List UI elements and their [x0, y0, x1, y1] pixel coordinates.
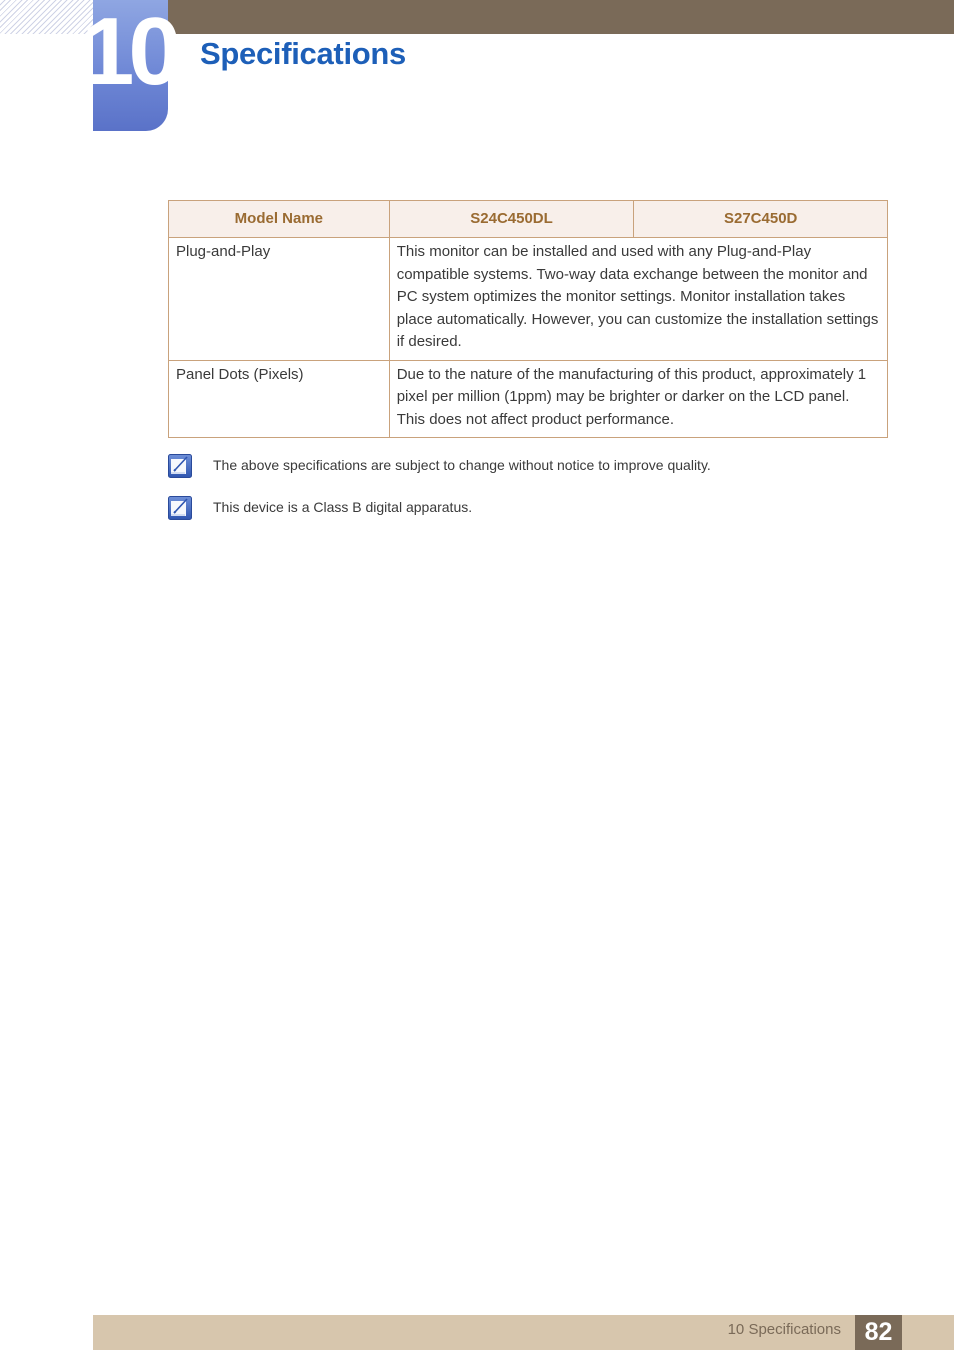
footer-section-label: 10 Specifications — [727, 1321, 841, 1338]
table-header-row — [169, 201, 888, 238]
note-text: This device is a Class B digital apparatus. — [213, 499, 473, 515]
table-row — [169, 360, 888, 438]
row-value-panel-dots: Due to the nature of the manufacturing of this product, approximately 1 pixel per million (1ppm) may be brighter or darker on the LCD panel. This does not affect product performance. — [389, 360, 887, 438]
note-pencil-icon — [168, 454, 192, 478]
corner-hatch-decoration — [0, 0, 93, 34]
specifications-table — [168, 200, 888, 438]
header-bar — [93, 0, 954, 34]
table-header-model-2: S27C450D — [634, 201, 888, 238]
chapter-number-block — [81, 0, 176, 131]
note-pencil-icon — [168, 496, 192, 520]
table-header-model-name: Model Name — [169, 201, 390, 238]
table-header-model-1: S24C450DL — [389, 201, 634, 238]
note-text: The above specifications are subject to change without notice to improve quality. — [213, 457, 711, 473]
row-label-plug-and-play: Plug-and-Play — [169, 238, 390, 361]
table-row — [169, 238, 888, 361]
row-value-plug-and-play: This monitor can be installed and used with any Plug-and-Play compatible systems. Two-way data exchange between the monitor and PC system optimizes the monitor settings. Monitor installation takes place automatically. However, you can customize the installation settings if desired. — [389, 238, 887, 361]
page-number: 82 — [855, 1315, 902, 1350]
row-label-panel-dots: Panel Dots (Pixels) — [169, 360, 390, 438]
chapter-number: 10 — [81, 0, 176, 105]
chapter-title: Specifications — [200, 36, 406, 71]
